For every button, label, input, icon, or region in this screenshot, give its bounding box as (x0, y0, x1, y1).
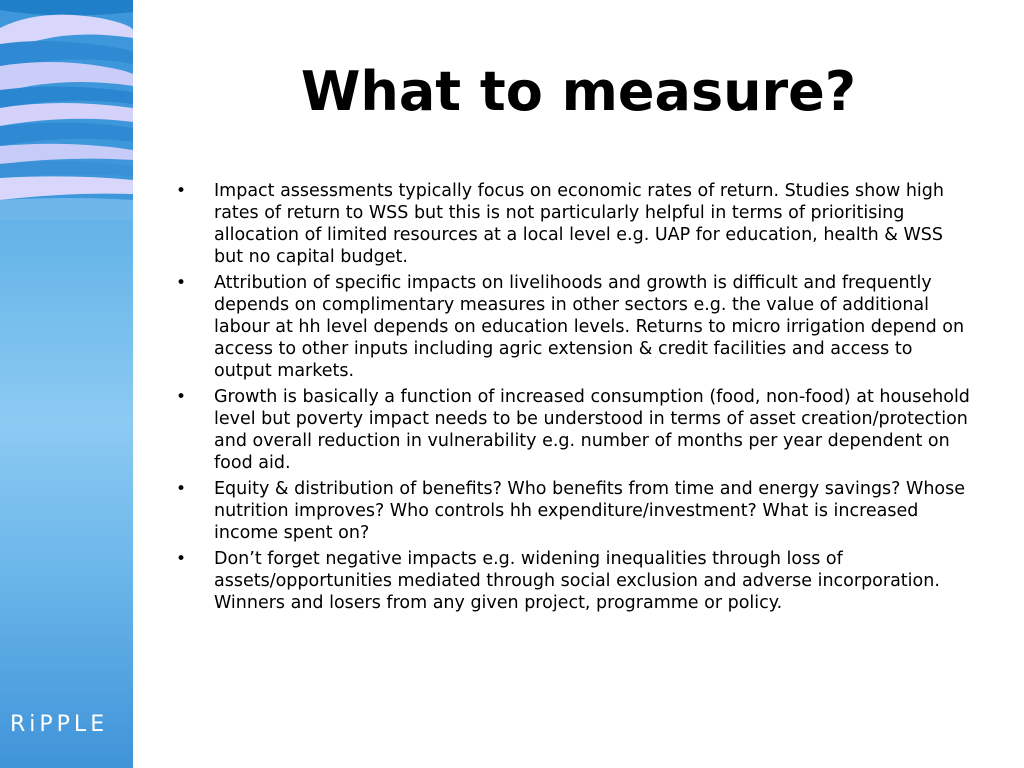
bullet-text: Impact assessments typically focus on economic rates of return. Studies show high rates of return to WSS but this is not particularly helpful in terms of prioritising allocation of limited resources at a local level e.g. UAP for education, health & WSS but no capital budget. (214, 181, 944, 267)
decorative-side-band (0, 0, 133, 768)
bullet-text: Equity & distribution of benefits? Who benefits from time and energy savings? Whose nutrition improves? Who controls hh expenditure/investment? What is increased income spent on? (214, 479, 966, 543)
bullet-item (173, 180, 973, 268)
bullet-item (173, 548, 973, 614)
slide-title: What to measure? (300, 60, 857, 123)
bullet-text: Growth is basically a function of increased consumption (food, non-food) at household level but poverty impact needs to be understood in terms of asset creation/protection and overall reduction in vulnerability e.g. number of months per year dependent on food aid. (214, 387, 970, 473)
bullet-text: Attribution of specific impacts on livelihoods and growth is difficult and frequently depends on complimentary measures in other sectors e.g. the value of additional labour at hh level depends on education levels. Returns to micro irrigation depend on access to other inputs including agric extension & credit facilities and access to output markets. (214, 273, 965, 381)
water-ripple-graphic (0, 0, 133, 220)
bullet-item (173, 478, 973, 544)
bullet-icon: • (176, 387, 187, 407)
bullet-icon: • (176, 181, 187, 201)
bullet-list (173, 180, 973, 618)
bullet-item (173, 272, 973, 382)
bullet-item (173, 386, 973, 474)
bullet-text: Don’t forget negative impacts e.g. widening inequalities through loss of assets/opportunities mediated through social exclusion and adverse incorporation. Winners and losers from any given project, programme or policy. (214, 549, 940, 613)
ripple-logo: RiPPLE (10, 712, 109, 737)
bullet-icon: • (176, 479, 187, 499)
bullet-icon: • (176, 273, 187, 293)
bullet-icon: • (176, 549, 187, 569)
